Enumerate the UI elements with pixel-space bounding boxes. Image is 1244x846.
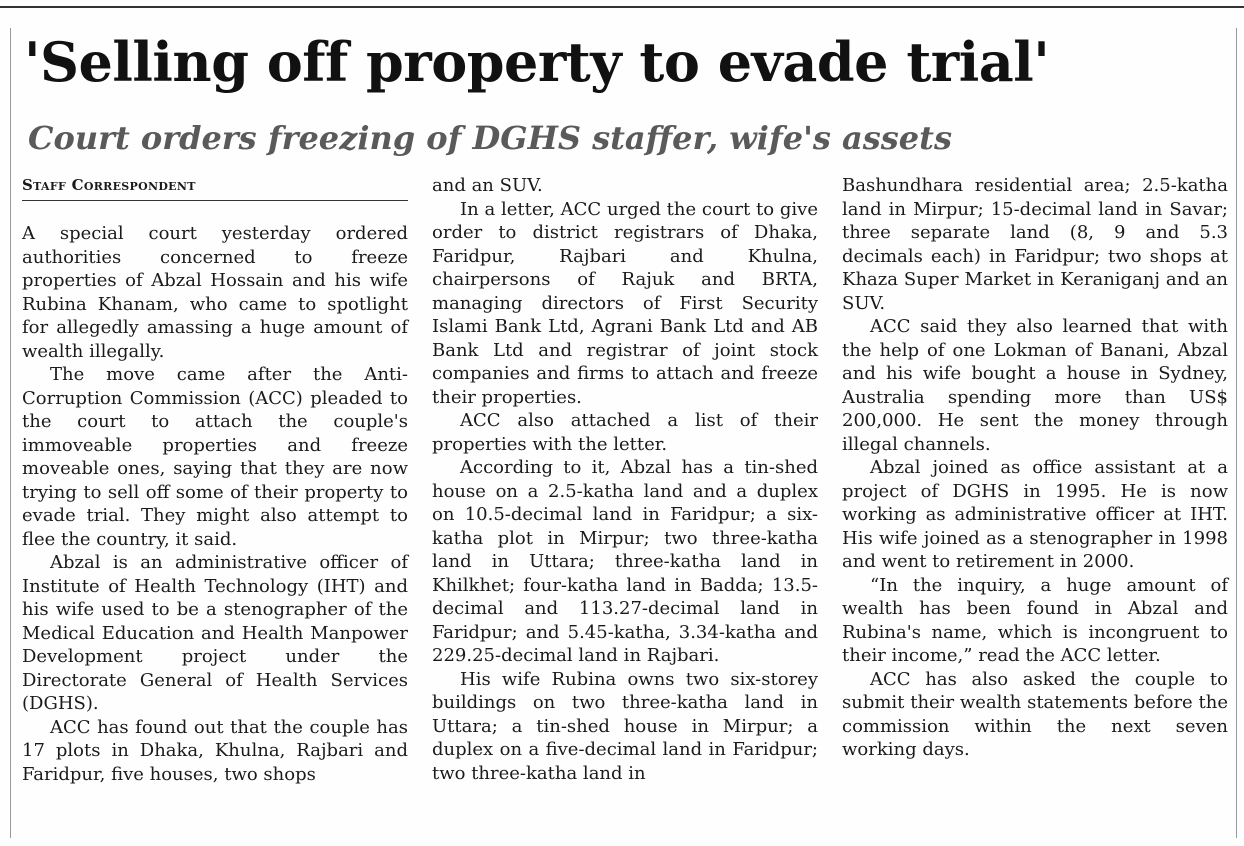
article-column-2 <box>432 174 818 785</box>
left-border <box>10 28 11 838</box>
paragraph: “In the inquiry, a huge amount of wealth has been found in Abzal and Rubina's name, which is incongruent to their income,” read the ACC letter. <box>842 574 1228 666</box>
right-border <box>1236 28 1237 838</box>
paragraph: Abzal joined as office assistant at a project of DGHS in 1995. He is now working as administrative officer at IHT. His wife joined as a stenographer in 1998 and went to retirement in 2000. <box>842 457 1228 572</box>
paragraph: ACC has also asked the couple to submit their wealth statements before the commission within the next seven working days. <box>842 668 1228 760</box>
paragraph: and an SUV. <box>432 175 543 196</box>
paragraph: ACC said they also learned that with the help of one Lokman of Banani, Abzal and his wife bought a house in Sydney, Australia spending more than US$ 200,000. He sent the money through illegal channels. <box>842 316 1228 455</box>
headline: 'Selling off property to evade trial' <box>24 30 1050 94</box>
paragraph: ACC also attached a list of their properties with the letter. <box>432 410 818 455</box>
article-column-3 <box>842 174 1228 762</box>
subheadline: Court orders freezing of DGHS staffer, wife's assets <box>28 119 952 157</box>
paragraph: His wife Rubina owns two six-storey buildings on two three-katha land in Uttara; a tin-shed house in Mirpur; a duplex on a five-decimal land in Faridpur; two three-katha land in <box>432 668 818 784</box>
paragraph: According to it, Abzal has a tin-shed house on a 2.5-katha land and a duplex on 10.5-decimal land in Faridpur; a six-katha plot in Mirpur; two three-katha land in Uttara; three-katha land in Khilkhet; four-katha land in Badda; 13.5-decimal and 113.27-decimal land in Faridpur; and 5.45-katha, 3.34-katha and 229.25-decimal land in Rajbari. <box>432 457 818 666</box>
paragraph: In a letter, ACC urged the court to give order to district registrars of Dhaka, Faridpur, Rajbari and Khulna, chairpersons of Rajuk and BRTA, managing directors of First Security Islami Bank Ltd, Agrani Bank Ltd and AB Bank Ltd and registrar of joint stock companies and firms to attach and freeze their properties. <box>432 198 818 408</box>
top-rule <box>0 6 1244 8</box>
article-column-1 <box>22 222 408 786</box>
paragraph: Bashundhara residential area; 2.5-katha land in Mirpur; 15-decimal land in Savar; three separate land (8, 9 and 5.3 decimals each) in Faridpur; two shops at Khaza Super Market in Keraniganj and an SUV. <box>842 175 1228 314</box>
paragraph: A special court yesterday ordered authorities concerned to freeze properties of Abzal Hossain and his wife Rubina Khanam, who came to spotlight for allegedly amassing a huge amount of wealth illegally. <box>22 223 408 362</box>
paragraph: The move came after the Anti-Corruption Commission (ACC) pleaded to the court to attach the couple's immoveable properties and freeze moveable ones, saying that they are now trying to sell off some of their property to evade trial. They might also attempt to flee the country, it said. <box>22 364 408 550</box>
byline: Staff Correspondent <box>22 176 408 201</box>
paragraph: ACC has found out that the couple has 17 plots in Dhaka, Khulna, Rajbari and Faridpur, five houses, two shops <box>22 716 408 785</box>
paragraph: Abzal is an administrative officer of Institute of Health Technology (IHT) and his wife used to be a stenographer of the Medical Education and Health Manpower Development project under the Directorate General of Health Services (DGHS). <box>22 552 408 714</box>
